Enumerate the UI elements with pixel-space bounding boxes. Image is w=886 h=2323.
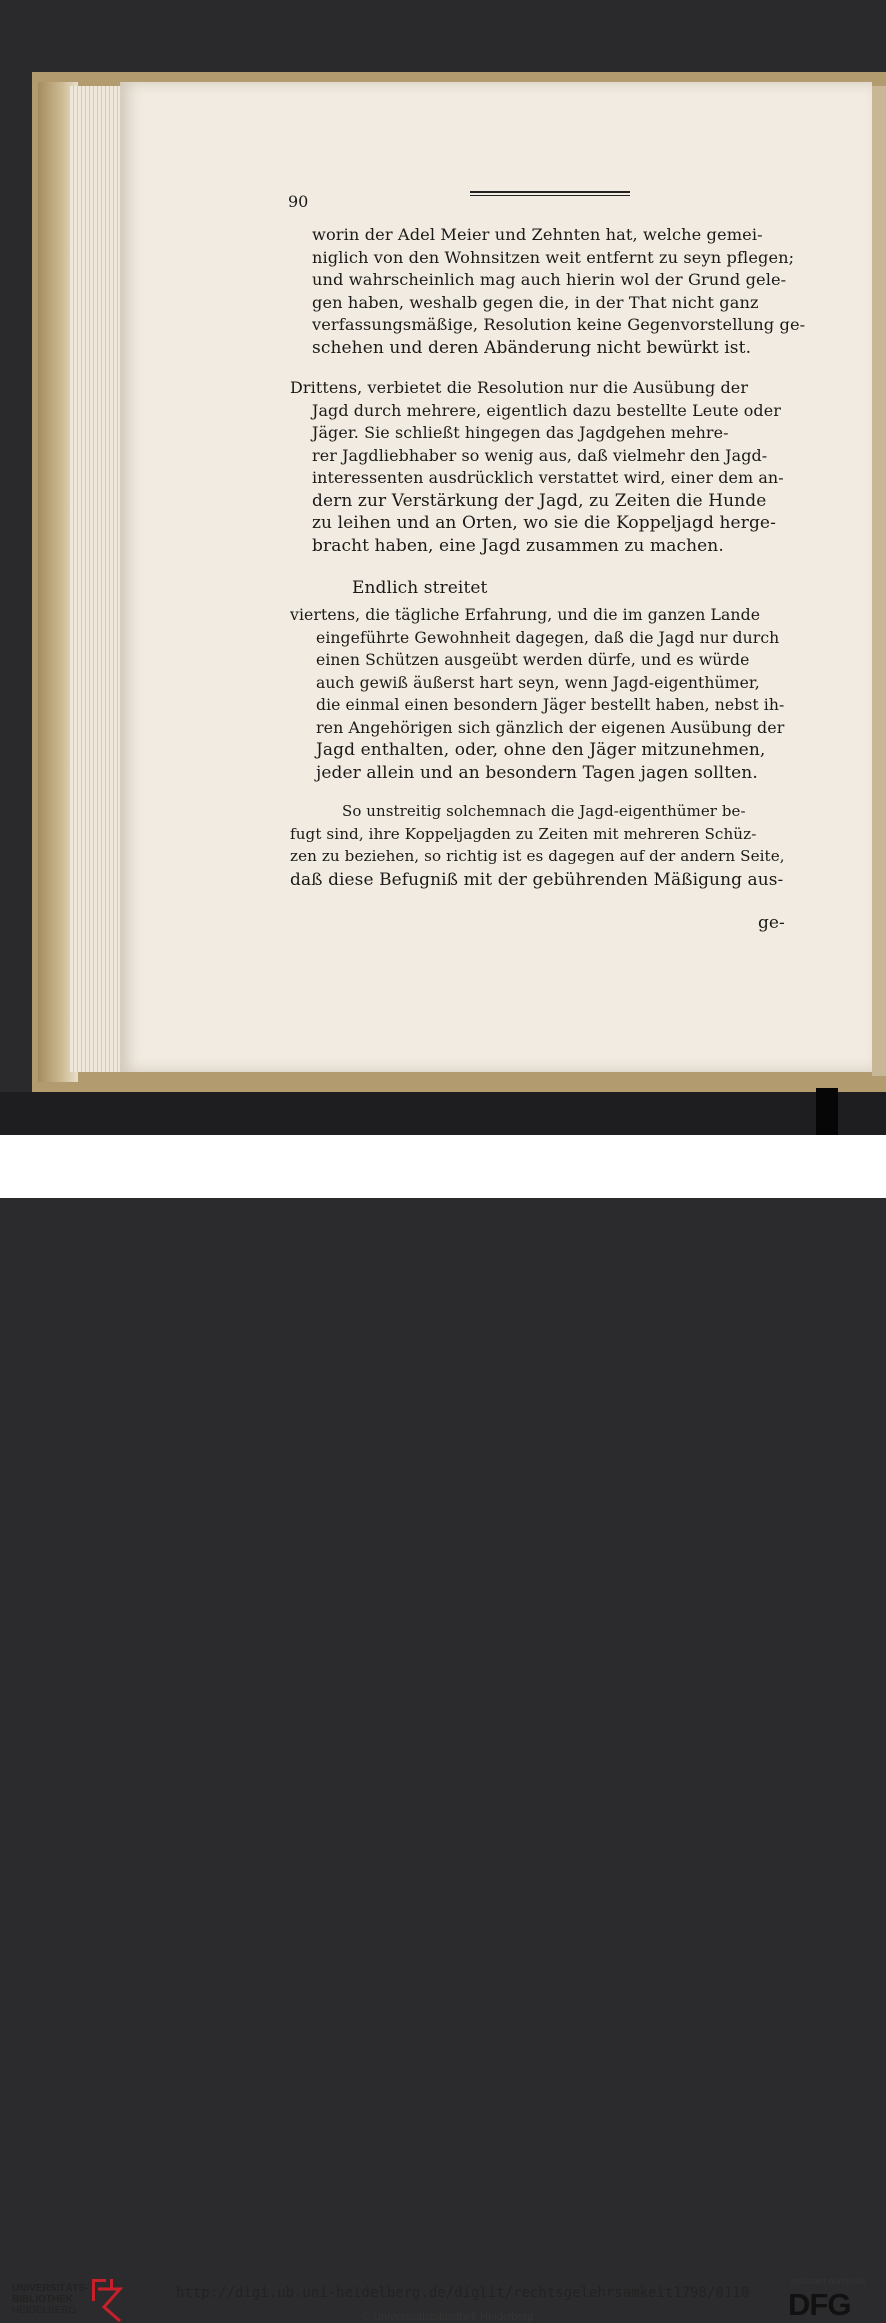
text-line: daß diese Befugniß mit der gebührenden Mäßigung aus-: [290, 868, 784, 889]
header-rule: [470, 191, 630, 197]
text-line: zu leihen und an Orten, wo sie die Koppeljagd herge-: [312, 513, 776, 533]
dfg-logo[interactable]: DFG: [788, 2287, 851, 2322]
library-name-line: UNIVERSITÄTS-: [12, 2283, 89, 2294]
text-line: rer Jagdliebhaber so wenig aus, daß vielmehr den Jagd-: [312, 445, 768, 465]
text-line: niglich von den Wohnsitzen weit entfernt zu seyn pflegen;: [312, 247, 795, 267]
catchword: ge-: [758, 913, 785, 933]
library-logo-text[interactable]: [12, 2283, 89, 2316]
text-line: jeder allein und an besondern Tagen jagen sollten.: [316, 762, 758, 783]
text-line: viertens, die tägliche Erfahrung, und die im ganzen Lande: [290, 605, 761, 624]
paragraph-3: [290, 604, 784, 784]
viewer-footer: [0, 1135, 886, 2323]
section-heading: Endlich streitet: [352, 578, 488, 598]
text-line: verfassungsmäßige, Resolution keine Gegenvorstellung ge-: [312, 315, 806, 334]
text-line: worin der Adel Meier und Zehnten hat, welche gemei-: [312, 225, 763, 244]
text-line: Jagd enthalten, oder, ohne den Jäger mitzunehmen,: [316, 740, 766, 760]
text-line: interessenten ausdrücklich verstattet wird, einer dem an-: [312, 468, 784, 487]
scan-image: [0, 0, 886, 1135]
permalink-url[interactable]: http://digi.ub.uni-heidelberg.de/diglit/rechtsgelehrsamkeit1798/0110: [176, 2285, 750, 2301]
text-line: bracht haben, eine Jagd zusammen zu machen.: [312, 535, 724, 556]
text-line: zen zu beziehen, so richtig ist es dagegen auf der andern Seite,: [290, 847, 785, 865]
scan-marker: [816, 1088, 838, 1135]
text-line: dern zur Verstärkung der Jagd, zu Zeiten die Hunde: [312, 490, 767, 511]
library-name-line: BIBLIOTHEK: [12, 2294, 74, 2305]
library-logo-icon[interactable]: [90, 2277, 124, 2323]
text-line: Jagd durch mehrere, eigentlich dazu bestellte Leute oder: [312, 400, 781, 420]
scan-background: [0, 1092, 886, 1135]
text-line: So unstreitig solchemnach die Jagd-eigenthümer be-: [342, 802, 746, 820]
cover-right-edge: [872, 86, 886, 1076]
funded-by-label: gefördert durch die: [790, 2276, 866, 2286]
text-line: schehen und deren Abänderung nicht bewürkt ist.: [312, 337, 752, 358]
text-line: Drittens, verbietet die Resolution nur die Ausübung der: [290, 378, 749, 397]
paragraph-4: [290, 800, 785, 890]
paragraph-2: [290, 377, 784, 557]
paragraph-1: [312, 224, 805, 359]
text-line: fugt sind, ihre Koppeljagden zu Zeiten mit mehreren Schüz-: [290, 824, 757, 843]
copyright-notice: © Universitätsbibliothek Heidelberg: [362, 2311, 534, 2323]
text-line: auch gewiß äußerst hart seyn, wenn Jagd-eigenthümer,: [316, 673, 760, 692]
page-number: 90: [288, 192, 309, 211]
text-line: einen Schützen ausgeübt werden dürfe, und es würde: [316, 651, 750, 669]
text-line: und wahrscheinlich mag auch hierin wol der Grund gele-: [312, 270, 787, 289]
text-line: Jäger. Sie schließt hingegen das Jagdgehen mehre-: [312, 423, 729, 442]
text-line: ren Angehörigen sich gänzlich der eigenen Ausübung der: [316, 717, 785, 737]
text-line: gen haben, weshalb gegen die, in der That nicht ganz: [312, 292, 759, 312]
text-line: die einmal einen besondern Jäger bestellt haben, nebst ih-: [316, 696, 785, 714]
library-name-line: HEIDELBERG: [12, 2305, 77, 2316]
text-line: eingeführte Gewohnheit dagegen, daß die Jagd nur durch: [316, 628, 780, 647]
